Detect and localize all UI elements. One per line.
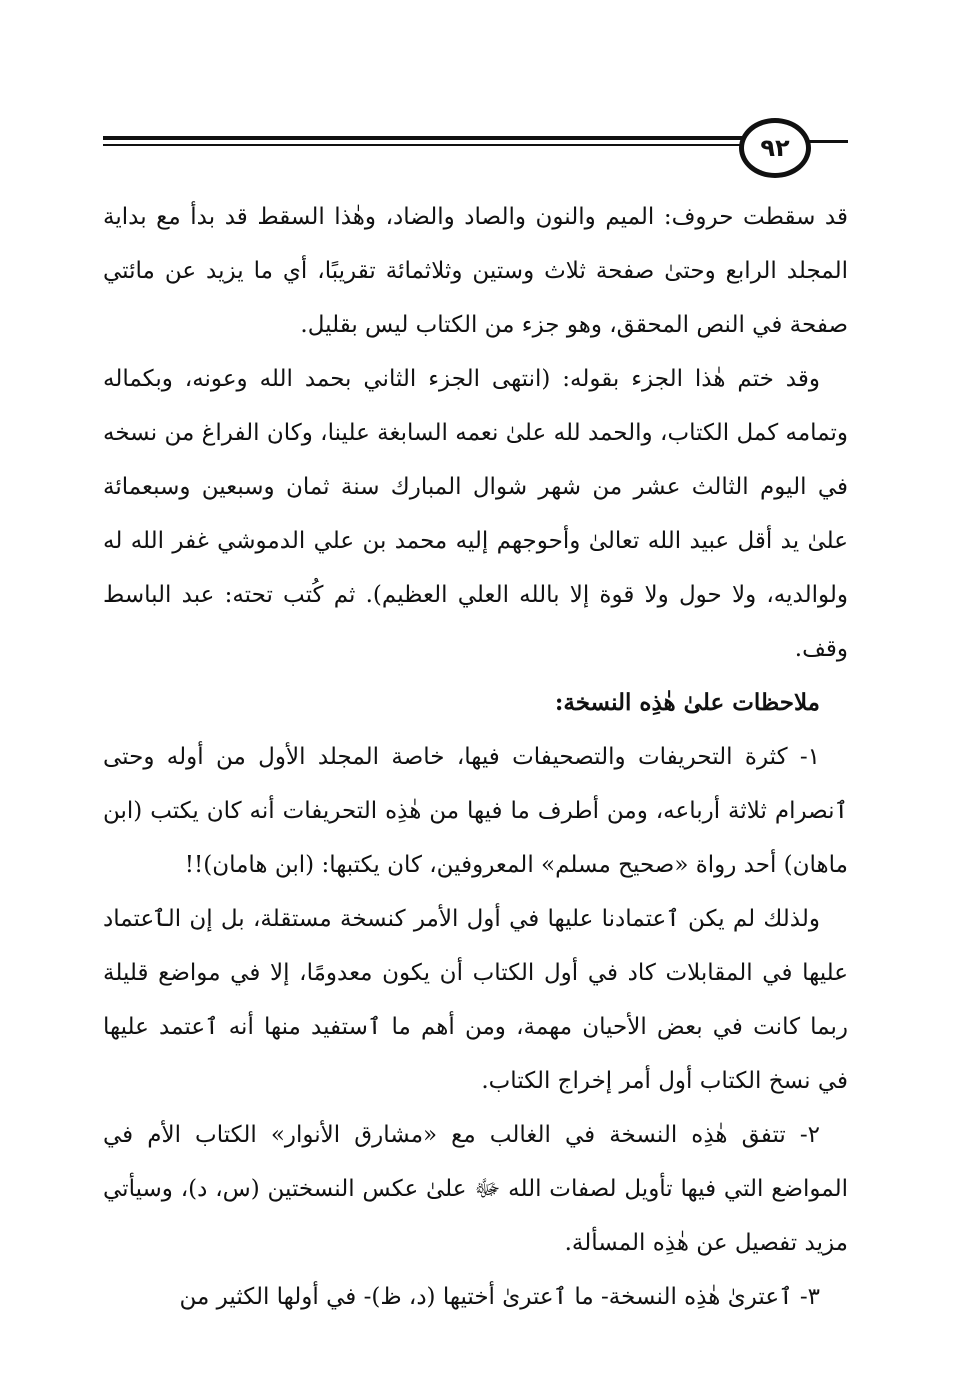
paragraph-2: وقد ختم هٰذا الجزء بقوله: (انتهى الجزء الثاني بحمد الله وعونه، وبكماله وتمامه كمل الكتاب، والحمد لله علىٰ نعمه السابغة علينا، وكان الفراغ من نسخه في اليوم الثالث عشر من شهر شوال المبارك سنة ثمان وسبعين وسبعمائة علىٰ يد أقل عبيد الله تعالىٰ وأحوجهم إليه محمد بن علي الدموشي غفر الله له ولوالديه، ولا حول ولا قوة إلا بالله العلي العظيم). ثم كُتب تحته: عبد الباسط وقف. (103, 366, 848, 662)
header-rule-thick (103, 136, 743, 140)
page-number: ٩٢ (760, 134, 790, 162)
paragraph-1: قد سقطت حروف: الميم والنون والصاد والضاد، وهٰذا السقط قد بدأ مع بداية المجلد الرابع وحتىٰ صفحة ثلاث وستين وثلاثمائة تقريبًا، أي ما يزيد عن مائتي صفحة في النص المحقق، وهو جزء من الكتاب ليس بقليل. (103, 204, 848, 338)
note-1: ١- كثرة التحريفات والتصحيفات فيها، خاصة المجلد الأول من أوله وحتى ٱنصرام ثلاثة أرباعه، ومن أطرف ما فيها من هٰذِه التحريفات أنه كان يكتب (ابن ماهان) أحد رواة «صحيح مسلم» المعروفين، كان يكتبها: (ابن هامان)!! (103, 744, 848, 878)
header-rule (103, 136, 743, 146)
note-2: ٢- تتفق هٰذِه النسخة في الغالب مع «مشارق الأنوار» الكتاب الأم في المواضع التي فيها تأويل لصفات الله ﷻ علىٰ عكس النسختين (س، د)، وسيأتي مزيد تفصيل عن هٰذِه المسألة. (103, 1122, 848, 1256)
page-header (103, 118, 848, 178)
section-heading: ملاحظات علىٰ هٰذِه النسخة: (554, 689, 820, 716)
page-number-badge (739, 118, 811, 178)
paragraph-3: ولذلك لم يكن ٱعتمادنا عليها في أول الأمر كنسخة مستقلة، بل إن الٱعتماد عليها في المقابلات كاد في أول الكتاب أن يكون معدومًا، إلا في مواضع قليلة ربما كانت في بعض الأحيان مهمة، ومن أهم ما ٱستفيد منها أنه ٱعتمد عليها في نسخ الكتاب أول أمر إخراج الكتاب. (103, 906, 848, 1094)
header-rule-stub (808, 140, 848, 143)
page-body (103, 190, 848, 1324)
header-rule-thin (103, 144, 743, 146)
note-3: ٣- ٱعترىٰ هٰذِه النسخة- ما ٱعترىٰ أختيها (د، ظ)- في أولها الكثير من (179, 1284, 820, 1310)
